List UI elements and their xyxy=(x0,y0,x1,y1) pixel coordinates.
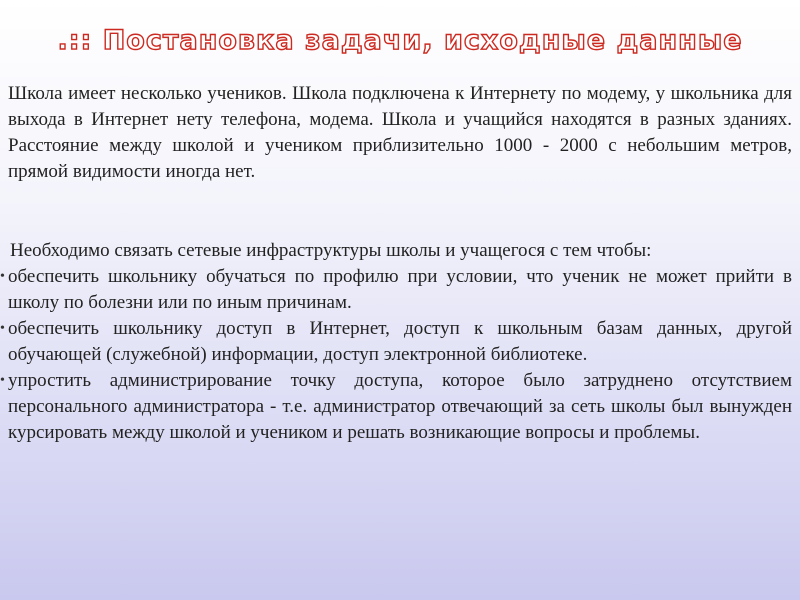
bullet-icon: • xyxy=(0,269,5,284)
bullet-icon: • xyxy=(0,321,5,336)
list-item xyxy=(0,368,792,446)
requirements-lead: Необходимо связать сетевые инфраструктуры школы и учащегося с тем чтобы: xyxy=(10,240,652,261)
list-item-text: обеспечить школьнику доступ в Интернет, доступ к школьным базам данных, другой обучающей (служебной) информации, доступ электронной библиотеке. xyxy=(8,318,792,365)
bullet-icon: • xyxy=(0,373,5,388)
intro-paragraph: Школа имеет несколько учеников. Школа подключена к Интернету по модему, у школьника для выхода в Интернет нету телефона, модема. Школа и учащийся находятся в разных зданиях. Расстояние между школой и учеником приблизительно 1000 - 2000 с небольшим метров, прямой видимости иногда нет. xyxy=(8,83,792,182)
list-item-text: обеспечить школьнику обучаться по профилю при условии, что ученик не может прийти в школу по болезни или по иным причинам. xyxy=(8,266,792,313)
list-item xyxy=(0,316,792,368)
list-item xyxy=(0,264,792,316)
requirements-list xyxy=(0,264,792,446)
slide-title: .:: Постановка задачи, исходные данные xyxy=(57,25,743,56)
requirements-section xyxy=(0,238,792,446)
list-item-text: упростить администрирование точку доступа, которое было затруднено отсутствием персонального администратора - т.е. администратор отвечающий за сеть школы был вынужден курсировать между школой и учеником и решать возникающие вопросы и проблемы. xyxy=(8,370,792,443)
